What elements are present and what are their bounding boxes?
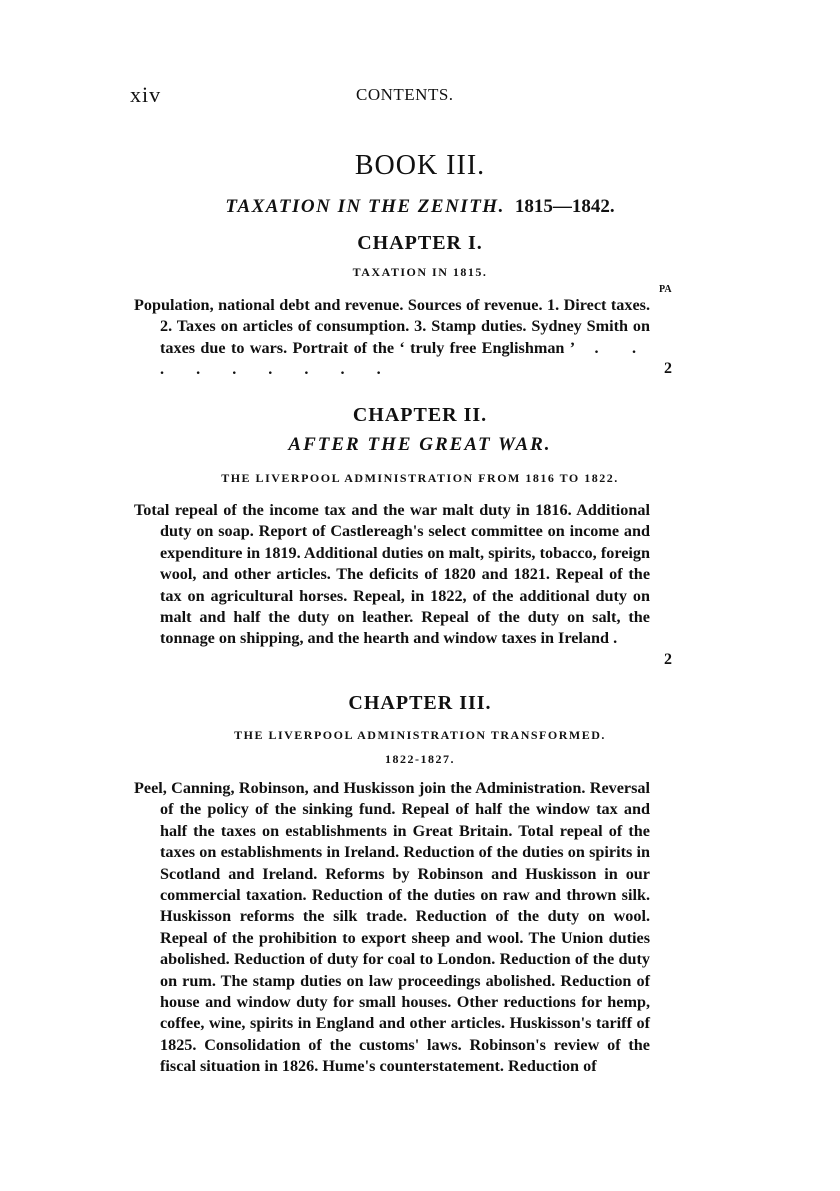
book-subtitle-dates: 1815—1842. [514,196,615,217]
chapter-2-summary: Total repeal of the income tax and the war malt duty in 1816. Additional duty on soap. Report of Castlereagh's select committee on income and expenditure in 1819. Additional duties on malt, spirits, tobacco, foreign wool, and other articles. The deficits of 1820 and 1821. Repeal of the tax on agricultural horses. Repeal, in 1822, of the additional duty on malt and half the duty on leather. Repeal of the duty on salt, the tonnage on shipping, and the hearth and window taxes in Ireland . [134,501,650,648]
chapter-1-summary-text: Population, national debt and revenue. Sources of revenue. 1. Direct taxes. 2. Taxes on articles of consumption. 3. Stamp duties. Sydney Smith on taxes due to wars. Portrait of the ‘ truly free Englishman ’ [134,296,650,357]
book-title: BOOK III. [354,150,486,181]
chapter-2-heading: CHAPTER II. [352,404,488,426]
chapter-1-leader: . . . . . . . . . [160,338,651,379]
chapter-3-summary: Peel, Canning, Robinson, and Huskisson join the Administration. Reversal of the policy of the sinking fund. Repeal of half the window tax and half the taxes on establishments in Great Britain. Total repeal of the taxes on establishments in Ireland. Reduction of the duties on spirits in Scotland and Ireland. Reforms by Robinson and Huskisson in our commercial taxation. Reduction of the duties on raw and thrown silk. Huskisson reforms the silk trade. Reduction of the duty on wool. Repeal of the prohibition to export sheep and wool. The Union duties abolished. Reduction of duty for coal to London. Reduction of the duty on rum. The stamp duties on law proceedings abolished. Reduction of house and window duty for small houses. Other reductions for hemp, coffee, wine, spirits in England and other articles. Huskisson's tariff of 1825. Consolidation of the customs' laws. Robinson's review of the fiscal situation in 1826. Hume's counterstatement. Reduction of [134,779,650,1076]
chapter-3-subheading: THE LIVERPOOL ADMINISTRATION TRANSFORMED. [234,728,606,742]
chapter-3-heading: CHAPTER III. [348,692,492,714]
chapter-1-summary [134,295,650,381]
chapter-1-subheading: TAXATION IN 1815. [352,265,488,279]
book-subtitle-italic: TAXATION IN THE ZENITH. [225,196,505,217]
chapter-1-page-ref: 2 [664,360,672,377]
chapter-3-dates: 1822-1827. [385,752,455,766]
chapter-2-subheading: THE LIVERPOOL ADMINISTRATION FROM 1816 TO 1822. [221,471,619,485]
page-number: xiv [130,82,162,107]
book-subtitle [0,196,840,218]
running-title: CONTENTS. [356,85,454,104]
margin-page-label: PA [659,284,672,295]
chapter-1-heading: CHAPTER I. [357,232,483,254]
chapter-2-page-ref: 2 [664,651,672,668]
chapter-2-italic-title: AFTER THE GREAT WAR. [288,434,552,455]
running-head [130,82,660,112]
